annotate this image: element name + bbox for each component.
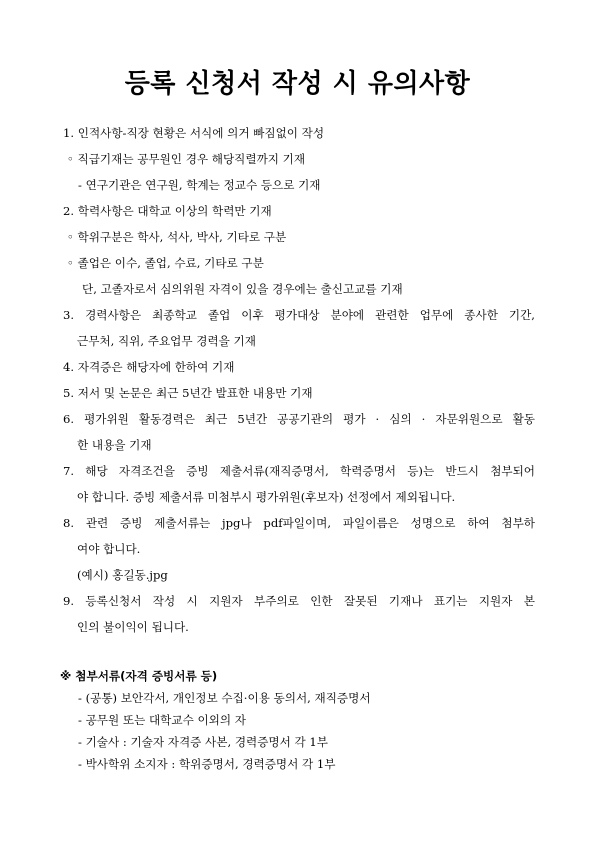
item-4: 4. 자격증은 해당자에 한하여 기재 [63,360,235,374]
item-2-sub-b: ◦ 졸업은 이수, 졸업, 수료, 기타로 구분 [67,256,264,270]
page-title: 등록 신청서 작성 시 유의사항 [124,69,471,99]
item-6-line-2: 한 내용을 기재 [77,438,152,452]
item-8-line-1: 8. 관련 증빙 제출서류는 jpg나 pdf파일이며, 파일이름은 성명으로 하여 첨부하 [63,516,535,530]
attachment-item-1: - (공통) 보안각서, 개인정보 수집·이용 동의서, 재직증명서 [78,691,371,705]
item-1-sub-b: - 연구기관은 연구원, 학계는 정교수 등으로 기재 [78,178,321,192]
item-7-line-1: 7. 해당 자격조건을 증빙 제출서류(재직증명서, 학력증명서 등)는 반드시 첨부되어 [63,464,535,478]
item-8-example: (예시) 홍길동.jpg [77,568,168,582]
attachment-item-2: - 공무원 또는 대학교수 이외의 자 [78,713,246,727]
item-2-sub-a: ◦ 학위구분은 학사, 석사, 박사, 기타로 구분 [67,230,287,244]
item-2: 2. 학력사항은 대학교 이상의 학력만 기재 [63,204,272,218]
item-1: 1. 인적사항-직장 현황은 서식에 의거 빠짐없이 작성 [63,126,325,140]
item-1-sub-a: ◦ 직급기재는 공무원인 경우 해당직렬까지 기재 [67,152,306,166]
attachment-item-4: - 박사학위 소지자 : 학위증명서, 경력증명서 각 1부 [78,757,336,771]
item-3-line-2: 근무처, 직위, 주요업무 경력을 기재 [77,334,256,348]
item-9-line-1: 9. 등록신청서 작성 시 지원자 부주의로 인한 잘못된 기재나 표기는 지원자 본 [63,594,535,608]
attachment-item-3: - 기술사 : 기술자 자격증 사본, 경력증명서 각 1부 [78,735,328,749]
item-6-line-1: 6. 평가위원 활동경력은 최근 5년간 공공기관의 평가 · 심의 · 자문위원으로 활동 [63,412,535,426]
item-5: 5. 저서 및 논문은 최근 5년간 발표한 내용만 기재 [63,386,313,400]
attachments-heading: ※ 첨부서류(자격 증빙서류 등) [60,669,218,683]
item-3-line-1: 3. 경력사항은 최종학교 졸업 이후 평가대상 분야에 관련한 업무에 종사한 기간, [63,308,535,322]
item-9-line-2: 인의 불이익이 됩니다. [77,620,189,634]
item-2-sub-c: 단, 고졸자로서 심의위원 자격이 있을 경우에는 출신고교를 기재 [82,282,403,296]
item-7-line-2: 야 합니다. 증빙 제출서류 미첨부시 평가위원(후보자) 선정에서 제외됩니다. [77,490,456,504]
item-8-line-2: 여야 합니다. [77,542,141,556]
